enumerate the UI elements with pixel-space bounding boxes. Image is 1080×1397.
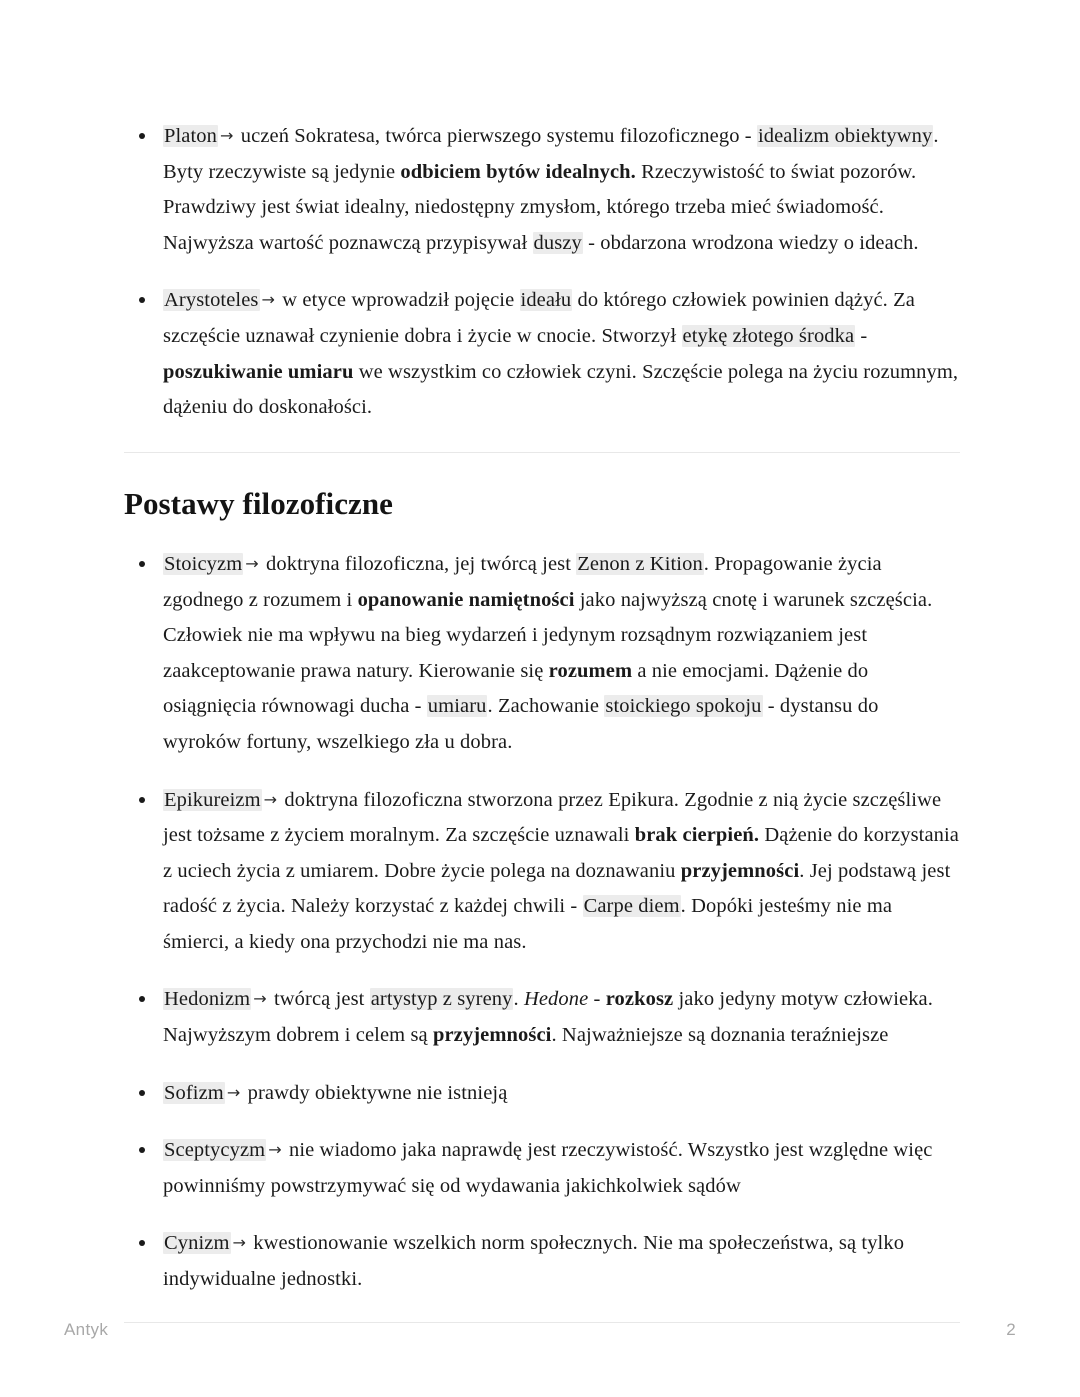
list-item-platon	[124, 118, 960, 261]
list-item-sofizm	[124, 1075, 960, 1112]
hedonizm-text-1: twórcą jest	[268, 988, 370, 1011]
page-content	[124, 118, 960, 1323]
list-item-epikureizm	[124, 782, 960, 961]
stoicyzm-highlight-2: umiaru	[427, 695, 487, 718]
arrow-icon: →	[261, 290, 276, 310]
sceptycyzm-text-1: nie wiadomo jaka naprawdę jest rzeczywistość. Wszystko jest względne więc powinniśmy powstrzymywać się od wydawania jakichkolwiek sądów	[163, 1139, 933, 1197]
hedonizm-text-3: -	[588, 988, 606, 1011]
hedonizm-text-2: .	[513, 988, 524, 1011]
arrow-icon: →	[245, 553, 259, 573]
list-item-cynizm	[124, 1225, 960, 1297]
term-sceptycyzm: Sceptycyzm	[164, 1139, 266, 1162]
arrow-icon: →	[268, 1140, 282, 1160]
term-stoicyzm: Stoicyzm	[164, 552, 243, 575]
arystoteles-text-1: w etyce wprowadził pojęcie	[277, 289, 520, 312]
epikureizm-text-2: Dążenie do korzystania z uciech życia z umiarem. Dobre życie polega na doznawaniu	[163, 824, 960, 882]
arrow-icon: →	[253, 989, 267, 1009]
platon-text-4: - obdarzona wrodzona wiedzy o ideach.	[582, 231, 919, 254]
stoicyzm-text-4: a nie emocjami. Dążenie do osiągnięcia równowagi ducha -	[163, 659, 869, 718]
term-hedonizm: Hedonizm	[164, 988, 251, 1011]
platon-text-3: Rzeczywistość to świat pozorów. Prawdziwy jest świat idealny, niedostępny zmysłom, którego trzeba mieć świadomość. Najwyższa wartość poznawczą przypisywał	[163, 160, 917, 254]
footer-page-number: 2	[1006, 1320, 1016, 1339]
platon-text-2: . Byty rzeczywiste są jedynie	[163, 125, 939, 183]
platon-text-1: uczeń Sokratesa, twórca pierwszego systemu filozoficznego -	[235, 125, 757, 147]
hedonizm-italic-1: Hedone	[523, 988, 589, 1011]
list-item-arystoteles	[124, 282, 960, 425]
stoicyzm-text-3: jako najwyższą cnotę i warunek szczęścia. Człowiek nie ma wpływu na bieg wydarzeń i jedynym rozsądnym rozwiązaniem jest zaakceptowanie prawa natury. Kierowanie się	[163, 588, 933, 682]
epikureizm-text-1: doktryna filozoficzna stworzona przez Epikura. Zgodnie z nią życie szczęśliwe jest tożsame z życiem moralnym. Za szczęście uznawali	[163, 788, 942, 847]
bullet-list-postawy	[124, 546, 960, 1298]
hedonizm-bold-1: rozkosz	[605, 988, 674, 1011]
epikureizm-bold-1: brak cierpień.	[634, 824, 760, 847]
stoicyzm-highlight-3: stoickiego spokoju	[605, 695, 762, 718]
epikureizm-text-4: . Dopóki jesteśmy nie ma śmierci, a kiedy ona przychodzi nie ma nas.	[163, 895, 893, 953]
arrow-icon: →	[220, 126, 234, 145]
list-item-sceptycyzm	[124, 1132, 960, 1204]
section-heading-postawy-filozoficzne: Postawy filozoficzne	[124, 485, 393, 521]
epikureizm-highlight-1: Carpe diem	[583, 895, 680, 918]
list-item-hedonizm	[124, 981, 960, 1053]
epikureizm-bold-2: przyjemności	[680, 859, 800, 882]
cynizm-text-1: kwestionowanie wszelkich norm społecznych. Nie ma społeczeństwa, są tylko indywidualne jednostki.	[163, 1232, 905, 1291]
stoicyzm-highlight-1: Zenon z Kition	[577, 552, 703, 575]
epikureizm-text-3: . Jej podstawą jest radość z życia. Należy korzystać z każdej chwili -	[163, 859, 951, 918]
list-item-stoicyzm	[124, 546, 960, 761]
hedonizm-highlight-1: artystyp z syreny	[370, 988, 513, 1011]
stoicyzm-bold-2: rozumem	[548, 659, 633, 682]
arrow-icon: →	[232, 1233, 247, 1253]
arrow-icon: →	[226, 1082, 241, 1102]
platon-highlight-2: duszy	[533, 231, 582, 254]
hedonizm-bold-2: przyjemności	[432, 1024, 552, 1047]
spacer-after-group-1	[124, 426, 960, 452]
term-arystoteles: Arystoteles	[164, 289, 259, 312]
platon-highlight-1: idealizm obiektywny	[757, 125, 933, 147]
platon-bold-1: odbiciem bytów idealnych.	[400, 160, 636, 183]
term-epikureizm: Epikureizm	[164, 788, 261, 811]
term-sofizm: Sofizm	[164, 1081, 224, 1104]
hedonizm-text-4: jako jedyny motyw człowieka. Najwyższym dobrem i celem są	[163, 988, 933, 1047]
sofizm-text-1: prawdy obiektywne nie istnieją	[242, 1081, 508, 1104]
footer-left-label: Antyk	[64, 1320, 109, 1339]
stoicyzm-text-5: . Zachowanie	[487, 695, 605, 718]
page-footer	[64, 1318, 1016, 1342]
term-cynizm: Cynizm	[164, 1232, 230, 1255]
arrow-icon: →	[263, 789, 278, 809]
arystoteles-highlight-1: ideału	[520, 289, 572, 312]
arystoteles-bold-1: poszukiwanie umiaru	[163, 360, 354, 383]
bullet-list-filozofowie	[124, 118, 960, 426]
arystoteles-text-3: -	[855, 324, 868, 347]
stoicyzm-text-6: - dystansu do wyroków fortuny, wszelkiego zła u dobra.	[163, 695, 879, 753]
spacer-after-title	[124, 522, 960, 546]
arystoteles-text-4: we wszystkim co człowiek czyni. Szczęście polega na życiu rozumnym, dążeniu do doskonałości.	[163, 360, 959, 419]
arystoteles-highlight-2: etykę złotego środka	[682, 324, 855, 347]
arystoteles-text-2: do którego człowiek powinien dążyć. Za szczęście uznawał czynienie dobra i życie w cnocie. Stworzył	[163, 289, 915, 347]
term-platon: Platon	[164, 125, 218, 147]
stoicyzm-bold-1: opanowanie namiętności	[357, 588, 575, 611]
spacer-before-title	[124, 453, 960, 485]
stoicyzm-text-1: doktryna filozoficzna, jej twórcą jest	[260, 552, 577, 575]
stoicyzm-text-2: . Propagowanie życia zgodnego z rozumem i	[163, 552, 882, 611]
hedonizm-text-5: . Najważniejsze są doznania teraźniejsze	[551, 1024, 889, 1047]
